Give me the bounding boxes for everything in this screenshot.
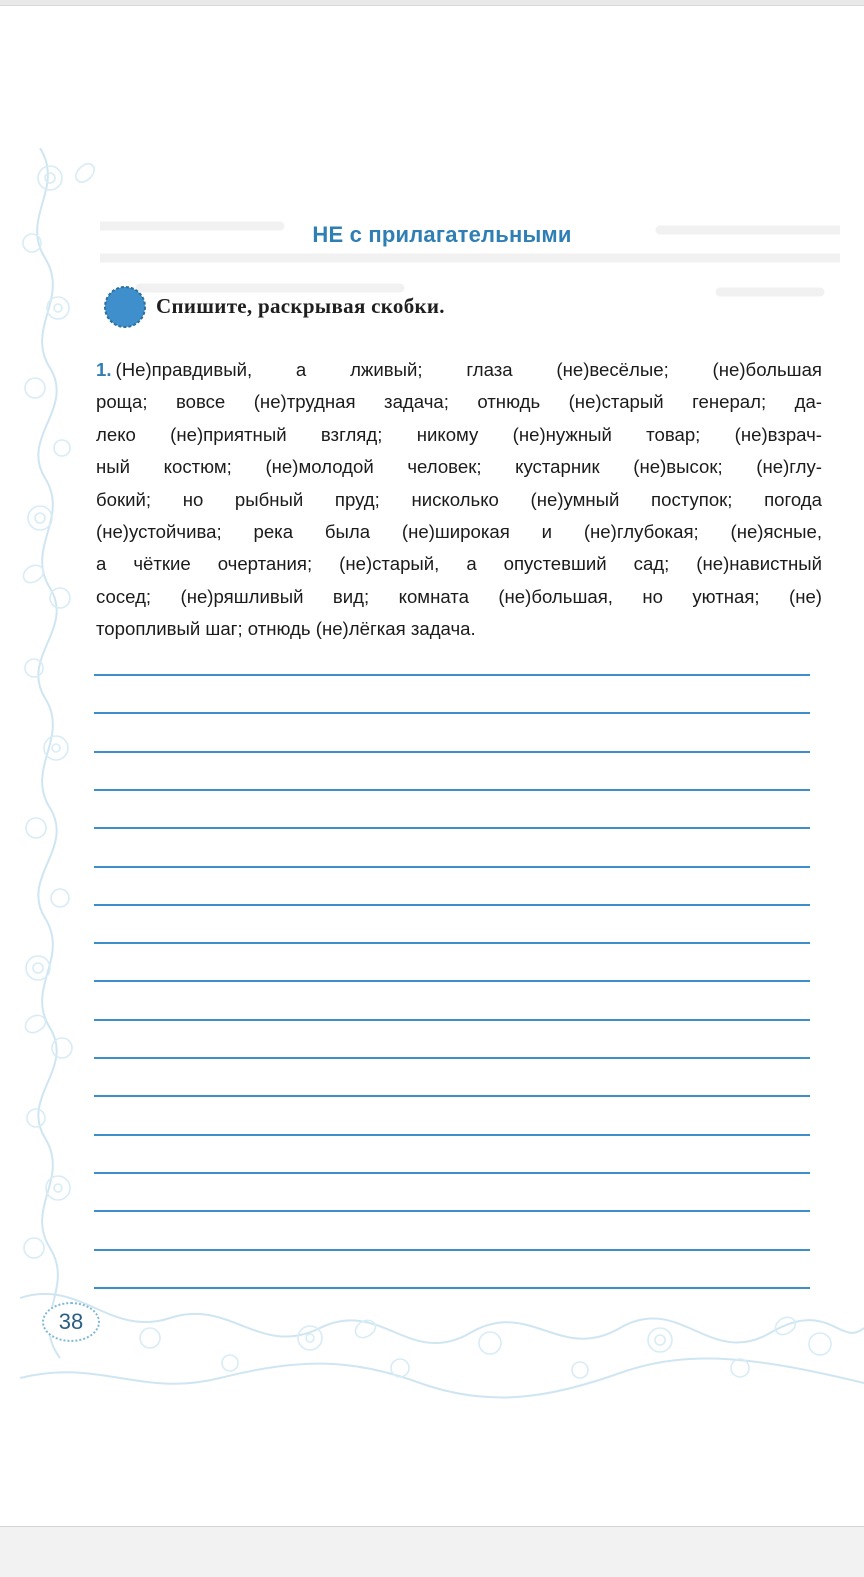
writing-line	[94, 1172, 810, 1174]
round-scalloped-badge-icon	[104, 286, 146, 328]
writing-line	[94, 1210, 810, 1212]
writing-line	[94, 1057, 810, 1059]
writing-line	[94, 1249, 810, 1251]
writing-line	[94, 1134, 810, 1136]
viewer-top-bar	[0, 0, 864, 6]
viewer-bottom-bar	[0, 1526, 864, 1577]
exercise-number: 1.	[96, 359, 112, 380]
writing-line	[94, 866, 810, 868]
writing-line	[94, 674, 810, 676]
swirl-ornament	[20, 148, 864, 1400]
writing-line	[94, 1019, 810, 1021]
writing-line	[94, 712, 810, 714]
exercise-line: роща; вовсе (не)трудная задача; отнюдь (не)старый генерал; да-	[96, 391, 822, 413]
writing-line	[94, 827, 810, 829]
page-title: НЕ с прилагательными	[312, 222, 572, 247]
task-instruction: Спишите, раскрывая скобки.	[156, 294, 445, 318]
exercise-line: сосед; (не)ряшливый вид; комната (не)большая, но уютная; (не)	[96, 585, 822, 607]
exercise-line: торопливый шаг; отнюдь (не)лёгкая задача.	[96, 618, 476, 640]
exercise-line: леко (не)приятный взгляд; никому (не)нужный товар; (не)взрач-	[96, 423, 822, 445]
exercise-line: а чёткие очертания; (не)старый, а опустевший сад; (не)навистный	[96, 553, 822, 575]
writing-line	[94, 980, 810, 982]
exercise-line: бокий; но рыбный пруд; нисколько (не)умный поступок; погода	[96, 488, 822, 510]
writing-line	[94, 942, 810, 944]
exercise-line: ный костюм; (не)молодой человек; кустарник (не)высок; (не)глу-	[96, 456, 822, 478]
exercise-line	[96, 354, 822, 386]
exercise-line-text: (Не)правдивый, а лживый; глаза (не)весёлые; (не)большая	[115, 359, 822, 380]
page-number: 38	[42, 1302, 100, 1342]
writing-line	[94, 904, 810, 906]
exercise-text	[96, 354, 822, 646]
writing-line	[94, 751, 810, 753]
writing-line	[94, 1287, 810, 1289]
writing-line	[94, 1095, 810, 1097]
writing-line	[94, 789, 810, 791]
workbook-page	[20, 148, 864, 1400]
exercise-line: (не)устойчива; река была (не)широкая и (не)глубокая; (не)ясные,	[96, 521, 822, 543]
